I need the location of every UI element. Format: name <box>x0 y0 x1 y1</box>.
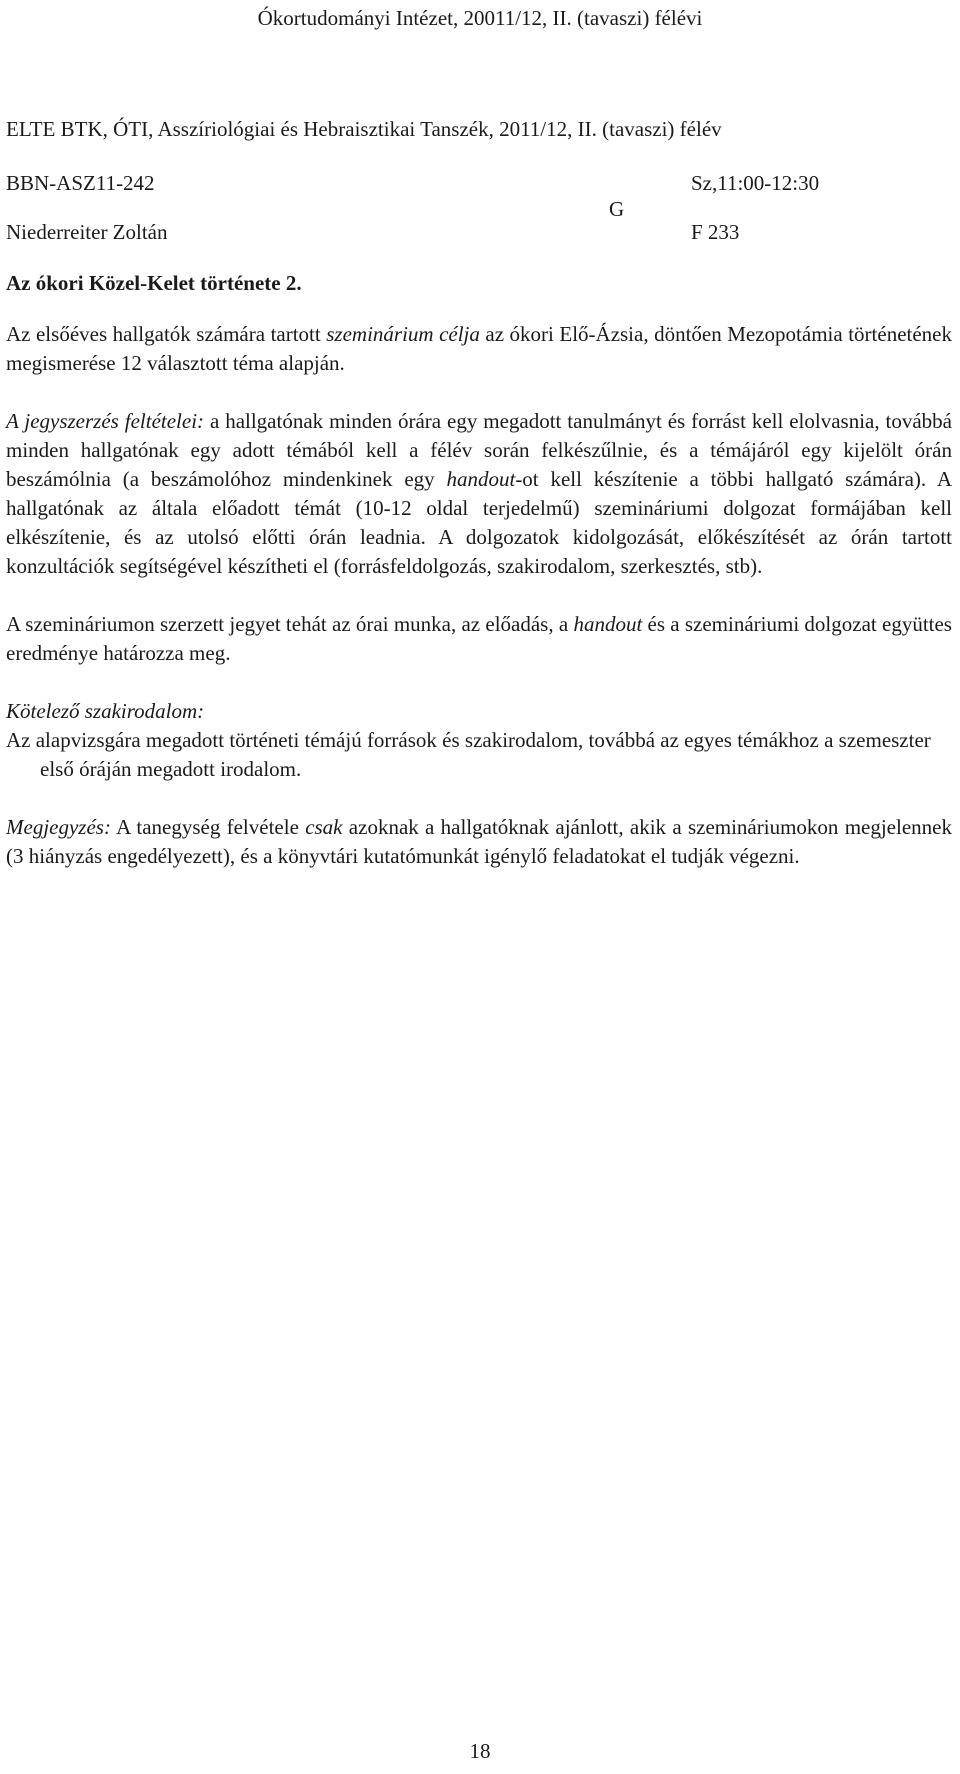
literature-heading-text: Kötelező szakirodalom: <box>6 699 205 723</box>
goal-paragraph <box>6 320 952 378</box>
grade-paragraph <box>6 610 952 668</box>
requirements-emphasis: handout <box>446 467 516 491</box>
note-emphasis: csak <box>305 815 343 839</box>
requirements-label: A jegyszerzés feltételei: <box>6 409 205 433</box>
note-text-1: A tanegység felvétele <box>110 815 306 839</box>
page-number: 18 <box>469 1739 491 1763</box>
goal-text-2: az ókori Elő-Ázsia, döntően Mezopotámia történetének megismerése 12 választott téma alapján. <box>6 322 952 375</box>
note-text-2: azoknak a hallgatóknak ajánlott, akik a szemináriumokon megjelennek (3 hiányzás engedélyezett), és a könyvtári kutatómunkát igénylő feladatokat el tudják végezni. <box>6 815 952 868</box>
course-instructor-row <box>6 218 952 247</box>
literature-text: Az alapvizsgára megadott történeti témájú források és szakirodalom, továbbá az egyes témákhoz a szemeszter első óráján megadott irodalom. <box>6 728 931 781</box>
requirements-paragraph <box>6 407 952 581</box>
course-time: Sz,11:00-12:30 <box>691 171 820 195</box>
course-room: F 233 <box>691 220 740 244</box>
note-paragraph <box>6 813 952 871</box>
note-label: Megjegyzés: <box>6 815 111 839</box>
course-code: BBN-ASZ11-242 <box>6 171 155 195</box>
goal-emphasis: szeminárium célja <box>326 322 480 346</box>
grade-text-1: A szemináriumon szerzett jegyet tehát az órai munka, az előadás, a <box>6 612 574 636</box>
grade-emphasis: handout <box>573 612 643 636</box>
course-type-mark: G <box>609 197 625 221</box>
running-header: Ókortudományi Intézet, 20011/12, II. (tavaszi) félévi <box>257 6 703 30</box>
grade-text-2: és a szemináriumi dolgozat együttes eredménye határozza meg. <box>6 612 952 665</box>
institution-line: ELTE BTK, ÓTI, Asszíriológiai és Hebraisztikai Tanszék, 2011/12, II. (tavaszi) félév <box>6 117 722 141</box>
goal-text-1: Az elsőéves hallgatók számára tartott <box>6 322 327 346</box>
document-body <box>6 115 952 871</box>
course-instructor: Niederreiter Zoltán <box>6 220 168 244</box>
course-code-row <box>6 169 952 198</box>
requirements-text-2: -ot kell készítenie a többi hallgató számára). A hallgatónak az általa előadott témát (10-12 oldal terjedelmű) szemináriumi dolgozat formájában kell elkészítenie, és az utolsó előtti órán leadnia. A dolgozatok kidolgozását, előkészítését az órán tartott konzultációk segítségével készítheti el (forrásfeldolgozás, szakirodalom, szerkesztés, stb). <box>6 467 952 578</box>
literature-heading <box>6 697 952 726</box>
requirements-text-1: a hallgatónak minden órára egy megadott tanulmányt és forrást kell elolvasnia, továbbá minden hallgatónak egy adott témából kell a félév során felkészűlnie, és a témájáról egy kijelölt órán beszámólnia (a beszámolóhoz mindenkinek egy <box>6 409 952 491</box>
course-title: Az ókori Közel-Kelet története 2. <box>6 271 302 295</box>
